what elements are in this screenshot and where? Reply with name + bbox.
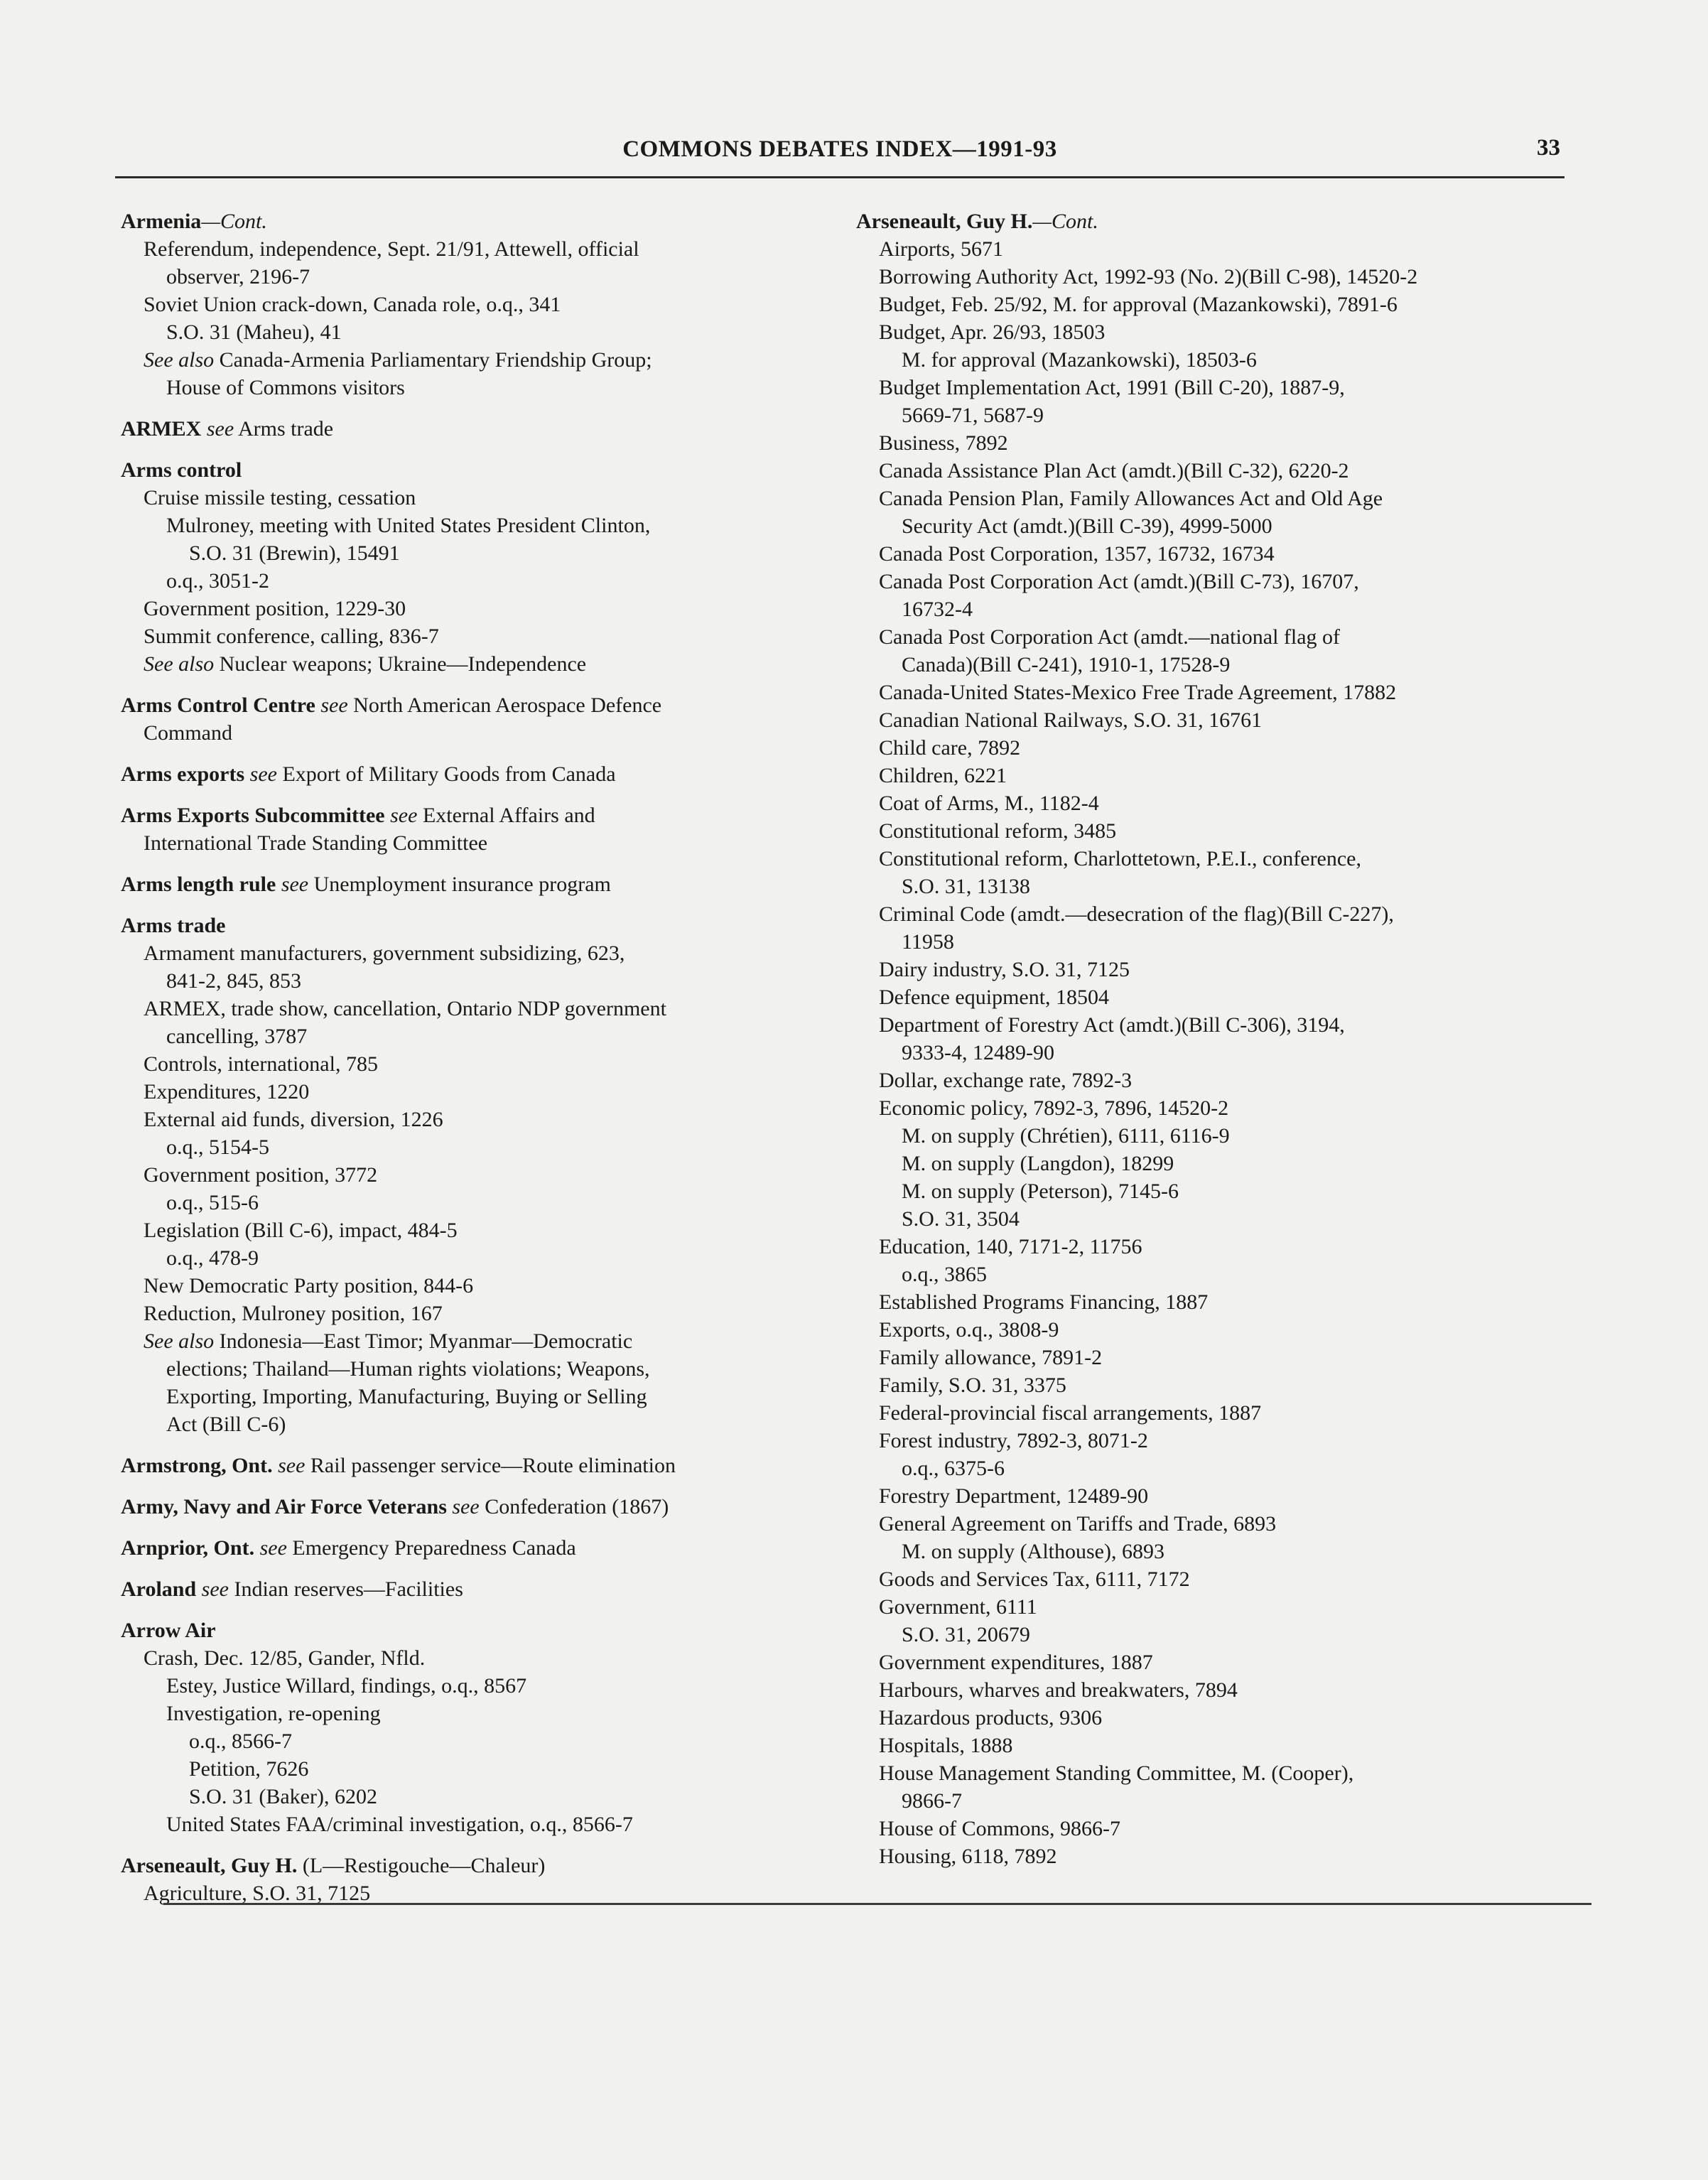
entry-text: o.q., 3051-2: [166, 569, 269, 593]
entry-text: Federal-provincial fiscal arrangements, 1887: [879, 1401, 1262, 1425]
entry-text: Housing, 6118, 7892: [879, 1845, 1057, 1868]
index-entry: [856, 845, 1567, 873]
entry-text: Education, 140, 7171-2, 11756: [879, 1235, 1142, 1258]
index-entry: [121, 235, 838, 263]
entry-text: Export of Military Goods from Canada: [276, 762, 616, 786]
index-entry: [121, 484, 838, 512]
index-entry: [856, 374, 1567, 401]
index-entry: [856, 318, 1567, 346]
entry-text: Defence equipment, 18504: [879, 986, 1110, 1009]
index-entry: [856, 1538, 1567, 1565]
index-heading: [121, 456, 838, 484]
index-entry: [856, 1787, 1567, 1815]
index-entry: [856, 817, 1567, 845]
entry-text: Expenditures, 1220: [144, 1080, 310, 1104]
entry-text: Department of Forestry Act (amdt.)(Bill C-306), 3194,: [879, 1013, 1345, 1037]
heading-word: Arms Control Centre: [121, 694, 315, 717]
index-entry: [121, 1783, 838, 1811]
index-entry: [856, 1150, 1567, 1177]
see-reference: see: [244, 762, 277, 786]
entry-text: Budget, Feb. 25/92, M. for approval (Mazankowski), 7891-6: [879, 293, 1398, 316]
see-reference: see: [276, 873, 309, 896]
index-entry: [121, 1189, 838, 1216]
entry-text: 5669-71, 5687-9: [902, 404, 1044, 427]
index-entry: [856, 1732, 1567, 1759]
index-entry: [121, 1355, 838, 1383]
index-entry: [121, 650, 838, 678]
index-heading: [121, 1852, 838, 1879]
index-entry: [856, 1649, 1567, 1676]
entry-text: ARMEX, trade show, cancellation, Ontario NDP government: [144, 997, 666, 1020]
entry-text: o.q., 3865: [902, 1263, 987, 1286]
entry-text: Hazardous products, 9306: [879, 1706, 1103, 1730]
index-entry: [856, 1399, 1567, 1427]
entry-text: Confederation (1867): [479, 1495, 669, 1518]
index-entry: [121, 567, 838, 595]
entry-text: Canada Post Corporation Act (amdt.—national flag of: [879, 625, 1341, 649]
index-entry: [856, 485, 1567, 512]
index-entry: [856, 1344, 1567, 1371]
entry-text: Indonesia—East Timor; Myanmar—Democratic: [214, 1329, 633, 1353]
index-entry: [856, 762, 1567, 789]
entry-text: Government, 6111: [879, 1595, 1037, 1619]
entry-text: Harbours, wharves and breakwaters, 7894: [879, 1678, 1238, 1702]
index-entry: [856, 1039, 1567, 1067]
entry-text: External Affairs and: [417, 804, 595, 827]
index-entry: [856, 1177, 1567, 1205]
index-entry: [121, 1383, 838, 1410]
entry-text: Family allowance, 7891-2: [879, 1346, 1103, 1369]
entry-text: Summit conference, calling, 836-7: [144, 625, 439, 648]
entry-text: M. on supply (Peterson), 7145-6: [902, 1180, 1179, 1203]
entry-text: Rail passenger service—Route elimination: [305, 1454, 676, 1477]
index-entry: [856, 1842, 1567, 1870]
index-entry: [856, 679, 1567, 706]
index-heading: [856, 207, 1567, 235]
index-entry: [856, 235, 1567, 263]
entry-text: Government position, 3772: [144, 1163, 378, 1187]
entry-text: Canada-United States-Mexico Free Trade Agreement, 17882: [879, 681, 1397, 704]
entry-text: o.q., 478-9: [166, 1246, 259, 1270]
entry-text: Exports, o.q., 3808-9: [879, 1318, 1059, 1342]
index-heading: [121, 1452, 838, 1479]
entry-text: M. on supply (Langdon), 18299: [902, 1152, 1174, 1175]
index-entry: [856, 1427, 1567, 1455]
entry-text: Government expenditures, 1887: [879, 1651, 1153, 1674]
index-heading: [121, 691, 838, 719]
entry-text: Security Act (amdt.)(Bill C-39), 4999-5000: [902, 514, 1272, 538]
entry-text: S.O. 31 (Maheu), 41: [166, 320, 342, 344]
index-entry: [856, 401, 1567, 429]
bottom-rule: [163, 1903, 1591, 1905]
entry-text: Forest industry, 7892-3, 8071-2: [879, 1429, 1148, 1452]
index-entry: [121, 939, 838, 967]
entry-text: Children, 6221: [879, 764, 1007, 787]
heading-word: Arms control: [121, 458, 242, 482]
entry-text: Act (Bill C-6): [166, 1413, 286, 1436]
entry-text: Arms trade: [234, 417, 334, 441]
index-entry: [856, 1510, 1567, 1538]
index-entry: [121, 1050, 838, 1078]
entry-text: 16732-4: [902, 598, 973, 621]
heading-word: Arms exports: [121, 762, 245, 786]
index-heading: [121, 912, 838, 939]
index-entry: [121, 1755, 838, 1783]
entry-text: House of Commons visitors: [166, 376, 405, 399]
entry-text: Cruise missile testing, cessation: [144, 486, 416, 509]
heading-word: Arms Exports Subcommittee: [121, 804, 385, 827]
heading-word: Arms trade: [121, 914, 226, 937]
index-entry: [856, 1371, 1567, 1399]
see-reference: See also: [144, 652, 215, 676]
index-entry: [856, 1759, 1567, 1787]
index-entry: [856, 429, 1567, 457]
index-entry: [856, 734, 1567, 762]
see-reference: see: [384, 804, 418, 827]
index-entry: [121, 318, 838, 346]
index-entry: [121, 995, 838, 1022]
index-entry: [856, 623, 1567, 651]
heading-word: Arseneault, Guy H.: [121, 1854, 298, 1877]
entry-text: Investigation, re-opening: [166, 1702, 381, 1725]
heading-word: Arrow Air: [121, 1619, 216, 1642]
entry-text: Crash, Dec. 12/85, Gander, Nfld.: [144, 1646, 426, 1670]
entry-text: S.O. 31 (Baker), 6202: [189, 1785, 377, 1808]
entry-text: Estey, Justice Willard, findings, o.q., 8567: [166, 1674, 527, 1698]
entry-text: Canada Post Corporation, 1357, 16732, 16734: [879, 542, 1275, 566]
see-reference: see: [272, 1454, 306, 1477]
see-reference: see: [446, 1495, 480, 1518]
index-entry: [121, 1700, 838, 1727]
entry-text: Airports, 5671: [879, 237, 1003, 261]
entry-text: 841-2, 845, 853: [166, 969, 301, 993]
entry-text: International Trade Standing Committee: [144, 831, 488, 855]
entry-text: External aid funds, diversion, 1226: [144, 1108, 443, 1131]
entry-text: Canada Assistance Plan Act (amdt.)(Bill C-32), 6220-2: [879, 459, 1349, 482]
index-entry: [121, 1811, 838, 1838]
see-reference: see: [201, 417, 234, 441]
entry-text: M. on supply (Althouse), 6893: [902, 1540, 1164, 1563]
continued-marker: —Cont.: [1032, 210, 1098, 233]
index-entry: [856, 1205, 1567, 1233]
heading-word: Armenia: [121, 210, 202, 233]
index-entry: [856, 983, 1567, 1011]
entry-text: Legislation (Bill C-6), impact, 484-5: [144, 1219, 458, 1242]
entry-text: Indian reserves—Facilities: [228, 1577, 463, 1601]
see-reference: see: [196, 1577, 229, 1601]
entry-text: S.O. 31, 13138: [902, 875, 1030, 898]
index-entry: [856, 1261, 1567, 1288]
index-entry: [121, 539, 838, 567]
see-reference: See also: [144, 348, 215, 372]
continued-marker: —Cont.: [201, 210, 267, 233]
entry-text: Canada Post Corporation Act (amdt.)(Bill C-73), 16707,: [879, 570, 1359, 593]
index-entry: [856, 1094, 1567, 1122]
index-entry: [121, 1300, 838, 1327]
index-entry: [856, 595, 1567, 623]
index-entry: [856, 1621, 1567, 1649]
entry-text: New Democratic Party position, 844-6: [144, 1274, 474, 1297]
heading-word: Arnprior, Ont.: [121, 1536, 255, 1560]
entry-text: elections; Thailand—Human rights violations; Weapons,: [166, 1357, 650, 1381]
entry-text: Armament manufacturers, government subsidizing, 623,: [144, 941, 625, 965]
index-entry: [856, 540, 1567, 568]
index-entry: [121, 1644, 838, 1672]
index-entry: [121, 967, 838, 995]
heading-word: Aroland: [121, 1577, 197, 1601]
entry-text: Budget Implementation Act, 1991 (Bill C-20), 1887-9,: [879, 376, 1345, 399]
index-entry: [856, 1233, 1567, 1261]
index-entry: [856, 1122, 1567, 1150]
index-heading: [121, 1617, 838, 1644]
index-entry: [856, 1067, 1567, 1094]
entry-text: 11958: [902, 930, 954, 954]
index-heading: [121, 870, 838, 898]
entry-text: Dollar, exchange rate, 7892-3: [879, 1069, 1133, 1092]
index-entry: [121, 622, 838, 650]
index-entry: [121, 346, 838, 374]
entry-text: House of Commons, 9866-7: [879, 1817, 1120, 1840]
entry-text: Dairy industry, S.O. 31, 7125: [879, 958, 1130, 981]
index-entry: [121, 1216, 838, 1244]
entry-text: o.q., 515-6: [166, 1191, 259, 1214]
index-entry: [121, 1022, 838, 1050]
entry-text: Nuclear weapons; Ukraine—Independence: [214, 652, 587, 676]
index-entry: [121, 512, 838, 539]
index-entry: [856, 1482, 1567, 1510]
index-entry: [121, 1244, 838, 1272]
index-entry: [856, 1455, 1567, 1482]
index-column-left: [121, 207, 838, 1907]
index-entry: [856, 291, 1567, 318]
entry-text: (L—Restigouche—Chaleur): [297, 1854, 546, 1877]
entry-text: S.O. 31 (Brewin), 15491: [189, 541, 400, 565]
index-entry: [856, 789, 1567, 817]
running-title: COMMONS DEBATES INDEX—1991-93: [622, 136, 1057, 162]
index-heading: [121, 760, 838, 788]
entry-text: Canada Pension Plan, Family Allowances Act and Old Age: [879, 487, 1383, 510]
entry-text: Budget, Apr. 26/93, 18503: [879, 320, 1106, 344]
heading-word: Armstrong, Ont.: [121, 1454, 273, 1477]
entry-text: M. for approval (Mazankowski), 18503-6: [902, 348, 1257, 372]
index-entry: [856, 1704, 1567, 1732]
entry-text: North American Aerospace Defence: [347, 694, 662, 717]
index-entry: [856, 928, 1567, 956]
entry-text: 9333-4, 12489-90: [902, 1041, 1054, 1064]
index-heading: [121, 207, 838, 235]
entry-text: Child care, 7892: [879, 736, 1021, 760]
index-entry: [856, 900, 1567, 928]
entry-text: Business, 7892: [879, 431, 1008, 455]
index-heading: [121, 415, 838, 443]
entry-text: Canada)(Bill C-241), 1910-1, 17528-9: [902, 653, 1231, 676]
heading-word: Army, Navy and Air Force Veterans: [121, 1495, 447, 1518]
entry-text: Emergency Preparedness Canada: [286, 1536, 576, 1560]
index-heading: [121, 1534, 838, 1562]
entry-text: S.O. 31, 20679: [902, 1623, 1030, 1646]
index-entry: [121, 1161, 838, 1189]
index-heading: [121, 1575, 838, 1603]
entry-text: Forestry Department, 12489-90: [879, 1484, 1149, 1508]
entry-text: Constitutional reform, 3485: [879, 819, 1117, 843]
see-reference: See also: [144, 1329, 215, 1353]
index-entry: [856, 263, 1567, 291]
entry-text: M. on supply (Chrétien), 6111, 6116-9: [902, 1124, 1230, 1148]
entry-text: Criminal Code (amdt.—desecration of the flag)(Bill C-227),: [879, 902, 1394, 926]
index-entry: [121, 1272, 838, 1300]
index-entry: [856, 1815, 1567, 1842]
entry-text: Command: [144, 721, 232, 745]
entry-text: Coat of Arms, M., 1182-4: [879, 792, 1099, 815]
entry-text: S.O. 31, 3504: [902, 1207, 1020, 1231]
index-entry: [121, 1672, 838, 1700]
entry-text: Agriculture, S.O. 31, 7125: [144, 1882, 371, 1905]
entry-text: 9866-7: [902, 1789, 962, 1813]
index-entry: [856, 1288, 1567, 1316]
index-entry: [856, 873, 1567, 900]
entry-text: Borrowing Authority Act, 1992-93 (No. 2)(Bill C-98), 14520-2: [879, 265, 1418, 288]
index-entry: [121, 829, 838, 857]
index-entry: [121, 291, 838, 318]
heading-word: ARMEX: [121, 417, 202, 441]
index-entry: [121, 1410, 838, 1438]
index-heading: [121, 1493, 838, 1521]
see-reference: see: [254, 1536, 287, 1560]
index-entry: [856, 457, 1567, 485]
index-entry: [121, 719, 838, 747]
entry-text: Controls, international, 785: [144, 1052, 378, 1076]
index-entry: [856, 512, 1567, 540]
index-entry: [856, 706, 1567, 734]
entry-text: Economic policy, 7892-3, 7896, 14520-2: [879, 1096, 1229, 1120]
entry-text: Referendum, independence, Sept. 21/91, Attewell, official: [144, 237, 639, 261]
index-entry: [856, 651, 1567, 679]
index-entry: [856, 346, 1567, 374]
entry-text: House Management Standing Committee, M. (Cooper),: [879, 1761, 1354, 1785]
entry-text: Family, S.O. 31, 3375: [879, 1374, 1066, 1397]
index-entry: [856, 568, 1567, 595]
entry-text: cancelling, 3787: [166, 1025, 308, 1048]
entry-text: Soviet Union crack-down, Canada role, o.q., 341: [144, 293, 561, 316]
entry-text: Government position, 1229-30: [144, 597, 406, 620]
index-entry: [121, 1078, 838, 1106]
entry-text: Established Programs Financing, 1887: [879, 1290, 1209, 1314]
index-entry: [121, 374, 838, 401]
entry-text: Reduction, Mulroney position, 167: [144, 1302, 443, 1325]
index-entry: [856, 956, 1567, 983]
index-entry: [856, 1565, 1567, 1593]
entry-text: Canadian National Railways, S.O. 31, 16761: [879, 708, 1263, 732]
entry-text: Unemployment insurance program: [308, 873, 611, 896]
index-entry: [856, 1011, 1567, 1039]
entry-text: Exporting, Importing, Manufacturing, Buying or Selling: [166, 1385, 647, 1408]
index-column-right: [856, 207, 1567, 1870]
entry-text: o.q., 8566-7: [189, 1730, 292, 1753]
index-entry: [121, 1727, 838, 1755]
entry-text: United States FAA/criminal investigation, o.q., 8566-7: [166, 1813, 633, 1836]
index-heading: [121, 802, 838, 829]
index-entry: [856, 1316, 1567, 1344]
entry-text: Petition, 7626: [189, 1757, 309, 1781]
page-header: [115, 134, 1564, 178]
entry-text: o.q., 6375-6: [902, 1457, 1005, 1480]
entry-text: o.q., 5154-5: [166, 1135, 269, 1159]
heading-word: Arseneault, Guy H.: [856, 210, 1033, 233]
entry-text: Constitutional reform, Charlottetown, P.E.I., conference,: [879, 847, 1361, 870]
heading-word: Arms length rule: [121, 873, 276, 896]
index-entry: [121, 595, 838, 622]
see-reference: see: [315, 694, 348, 717]
index-entry: [121, 1133, 838, 1161]
entry-text: General Agreement on Tariffs and Trade, 6893: [879, 1512, 1277, 1536]
entry-text: observer, 2196-7: [166, 265, 310, 288]
index-entry: [856, 1593, 1567, 1621]
index-entry: [856, 1676, 1567, 1704]
index-entry: [121, 1327, 838, 1355]
page-number: 33: [1537, 135, 1560, 161]
entry-text: Canada-Armenia Parliamentary Friendship Group;: [214, 348, 652, 372]
index-entry: [121, 263, 838, 291]
index-entry: [121, 1106, 838, 1133]
entry-text: Goods and Services Tax, 6111, 7172: [879, 1567, 1190, 1591]
entry-text: Mulroney, meeting with United States President Clinton,: [166, 514, 651, 537]
entry-text: Hospitals, 1888: [879, 1734, 1013, 1757]
